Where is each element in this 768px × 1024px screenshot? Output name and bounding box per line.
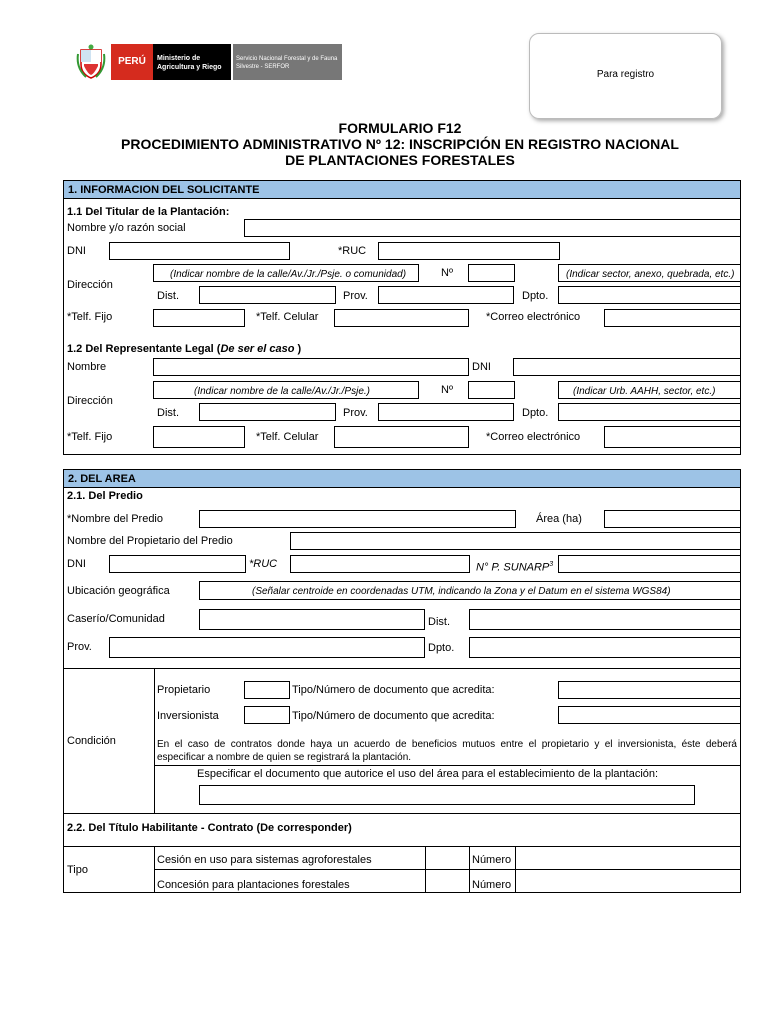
titular-heading: 1.1 Del Titular de la Plantación: xyxy=(67,206,230,218)
representante-number-label: Nº xyxy=(441,384,453,396)
predio-dist-field[interactable] xyxy=(469,609,741,630)
representante-dpto-label: Dpto. xyxy=(522,407,549,419)
predio-dist-label: Dist. xyxy=(428,616,450,628)
titular-prov-field[interactable] xyxy=(378,286,514,304)
condicion-note-divider xyxy=(154,765,741,766)
representante-dist-label: Dist. xyxy=(157,407,179,419)
section1-header: 1. INFORMACION DEL SOLICITANTE xyxy=(63,180,741,199)
condicion-investor-checkbox[interactable] xyxy=(244,706,290,724)
predio-caserio-label: Caserío/Comunidad xyxy=(67,613,165,625)
serfor-logo-label: Servicio Nacional Forestal y de Fauna Silvestre - SERFOR xyxy=(233,44,342,80)
predio-ruc-label: *RUC xyxy=(249,558,278,570)
titulo-row-checkbox[interactable] xyxy=(426,847,469,869)
registry-label: Para registro xyxy=(596,69,655,80)
condicion-owner-doc-field[interactable] xyxy=(558,681,741,699)
representante-cell-field[interactable] xyxy=(334,426,469,448)
condicion-owner-checkbox[interactable] xyxy=(244,681,290,699)
condicion-owner-label: Propietario xyxy=(157,684,211,696)
predio-sunarp-field[interactable] xyxy=(558,555,741,573)
predio-caserio-field[interactable] xyxy=(199,609,425,630)
titulo-row-checkbox[interactable] xyxy=(426,870,469,892)
registry-stamp-box xyxy=(529,33,722,119)
titular-street-field[interactable] xyxy=(153,264,419,282)
titulo-tipo-label: Tipo xyxy=(67,864,88,876)
representante-sector-field[interactable] xyxy=(558,381,741,399)
ministry-logo-label: Ministerio de Agricultura y Riego xyxy=(153,44,231,80)
titular-street-hint: (Indicar nombre de la calle/Av./Jr./Psje. o comunidad) xyxy=(170,269,407,280)
representante-address-label: Dirección xyxy=(67,395,113,407)
representante-sector-hint: (Indicar Urb. AAHH, sector, etc.) xyxy=(573,386,716,397)
representante-email-label: *Correo electrónico xyxy=(486,431,581,443)
predio-ruc-field[interactable] xyxy=(290,555,470,573)
titular-dist-field[interactable] xyxy=(199,286,336,304)
titular-number-label: Nº xyxy=(441,267,453,279)
titular-address-label: Dirección xyxy=(67,279,113,291)
representante-street-field[interactable] xyxy=(153,381,419,399)
condicion-specify-label: Especificar el documento que autorice el uso del área para el establecimiento de la plantación: xyxy=(197,768,659,780)
titular-sector-field[interactable] xyxy=(558,264,741,282)
titular-sector-hint: (Indicar sector, anexo, quebrada, etc.) xyxy=(566,269,735,280)
representante-dist-field[interactable] xyxy=(199,403,336,421)
titular-name-label: Nombre y/o razón social xyxy=(67,222,186,234)
titular-dpto-label: Dpto. xyxy=(522,290,549,302)
condicion-note: En el caso de contratos donde haya un acuerdo de beneficios mutuos entre el propietario y el inversionista, éste deberá especificar a nombre de quien se registrará la plantación. xyxy=(157,739,737,763)
condicion-specify-field[interactable] xyxy=(199,785,695,805)
representante-dni-field[interactable] xyxy=(513,358,741,376)
predio-prov-label: Prov. xyxy=(67,641,92,653)
titular-phone-field[interactable] xyxy=(153,309,245,327)
predio-geo-label: Ubicación geográfica xyxy=(67,585,170,597)
titular-number-field[interactable] xyxy=(468,264,515,282)
predio-heading: 2.1. Del Predio xyxy=(67,490,143,502)
titular-phone-label: *Telf. Fijo xyxy=(67,311,113,323)
representante-dpto-field[interactable] xyxy=(558,403,741,421)
titular-dni-field[interactable] xyxy=(109,242,290,260)
titulo-top-divider xyxy=(63,813,741,814)
condicion-investor-label: Inversionista xyxy=(157,710,219,722)
titular-dpto-field[interactable] xyxy=(558,286,741,304)
predio-dni-label: DNI xyxy=(67,558,86,570)
procedure-subtitle: DE PLANTACIONES FORESTALES xyxy=(285,152,515,168)
representante-street-hint: (Indicar nombre de la calle/Av./Jr./Psje.) xyxy=(194,386,370,397)
representante-prov-field[interactable] xyxy=(378,403,514,421)
representante-cell-label: *Telf. Celular xyxy=(256,431,319,443)
titulo-row-number-field[interactable] xyxy=(516,847,741,869)
representante-name-field[interactable] xyxy=(153,358,469,376)
predio-geo-field[interactable] xyxy=(199,581,741,600)
titular-dni-label: DNI xyxy=(67,245,86,257)
predio-owner-label: Nombre del Propietario del Predio xyxy=(67,535,233,547)
titular-email-field[interactable] xyxy=(604,309,741,327)
peru-coat-of-arms-icon xyxy=(76,44,106,80)
titular-email-label: *Correo electrónico xyxy=(486,311,581,323)
titulo-heading: 2.2. Del Título Habilitante - Contrato (De corresponder) xyxy=(67,822,352,834)
titular-cell-field[interactable] xyxy=(334,309,469,327)
predio-name-field[interactable] xyxy=(199,510,516,528)
titulo-row-label: Concesión para plantaciones forestales xyxy=(157,879,350,891)
representante-dni-label: DNI xyxy=(472,361,491,373)
titular-prov-label: Prov. xyxy=(343,290,368,302)
representante-heading: 1.2 Del Representante Legal (De ser el caso ) xyxy=(67,343,302,355)
representante-phone-label: *Telf. Fijo xyxy=(67,431,113,443)
titulo-row-number-label: Número xyxy=(472,854,512,866)
representante-email-field[interactable] xyxy=(604,426,741,448)
predio-dpto-label: Dpto. xyxy=(428,642,455,654)
titular-ruc-field[interactable] xyxy=(378,242,560,260)
predio-dni-field[interactable] xyxy=(109,555,246,573)
condicion-owner-doc-label: Tipo/Número de documento que acredita: xyxy=(292,684,495,696)
condicion-divider xyxy=(154,668,155,813)
titular-dist-label: Dist. xyxy=(157,290,179,302)
predio-name-label: *Nombre del Predio xyxy=(67,513,163,525)
representante-phone-field[interactable] xyxy=(153,426,245,448)
titular-ruc-label: *RUC xyxy=(338,245,367,257)
condicion-investor-doc-label: Tipo/Número de documento que acredita: xyxy=(292,710,495,722)
predio-area-field[interactable] xyxy=(604,510,741,528)
titular-name-field[interactable] xyxy=(244,219,741,237)
predio-sunarp-label: N° P. SUNARP$^3$ xyxy=(476,561,554,574)
predio-prov-field[interactable] xyxy=(109,637,425,658)
titular-cell-label: *Telf. Celular xyxy=(256,311,319,323)
titulo-row-label: Cesión en uso para sistemas agroforestales xyxy=(157,854,372,866)
predio-dpto-field[interactable] xyxy=(469,637,741,658)
predio-geo-hint: (Señalar centroide en coordenadas UTM, indicando la Zona y el Datum en el sistema WGS84) xyxy=(252,586,671,597)
representante-prov-label: Prov. xyxy=(343,407,368,419)
section2-header: 2. DEL AREA xyxy=(63,469,741,488)
procedure-title: PROCEDIMIENTO ADMINISTRATIVO Nº 12: INSCRIPCIÓN EN REGISTRO NACIONAL xyxy=(121,136,679,152)
peru-logo-label: PERÚ xyxy=(111,44,153,80)
predio-owner-field[interactable] xyxy=(290,532,741,550)
representante-name-label: Nombre xyxy=(67,361,107,373)
titulo-row-number-field[interactable] xyxy=(516,870,741,892)
form-title: FORMULARIO F12 xyxy=(338,120,462,136)
representante-number-field[interactable] xyxy=(468,381,515,399)
condicion-top-divider xyxy=(63,668,741,669)
condicion-label: Condición xyxy=(67,735,116,747)
titulo-row-number-label: Número xyxy=(472,879,512,891)
predio-area-label: Área (ha) xyxy=(536,513,582,525)
condicion-investor-doc-field[interactable] xyxy=(558,706,741,724)
